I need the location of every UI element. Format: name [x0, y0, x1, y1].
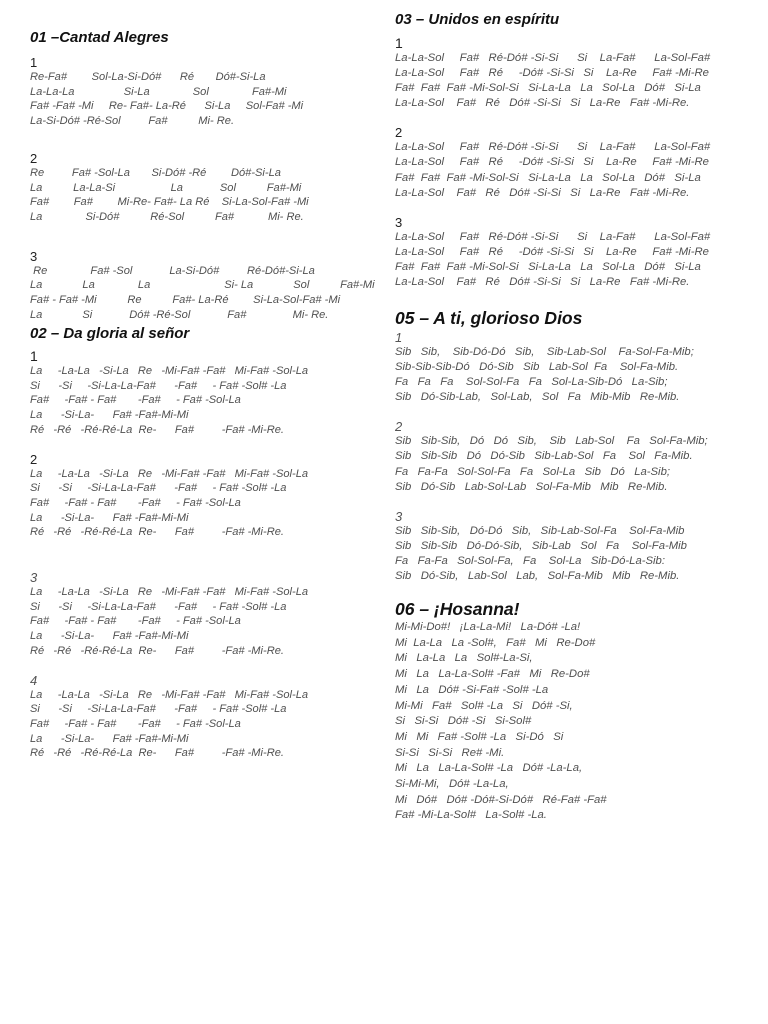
verse-3	[30, 248, 375, 323]
verse-number: 1	[395, 35, 403, 51]
song-title: 03 – Unidos en espíritu	[395, 11, 560, 28]
verse-line: Sib Dó-Sib, Lab-Sol Lab, Sol-Fa-Mib Mib Re-Mib.	[395, 570, 680, 583]
verse-line: Fa# -Fa# - Fa# -Fa# - Fa# -Sol-La	[30, 615, 241, 628]
verse-number: 2	[30, 150, 38, 166]
song-line: Fa# -Mi-La-Sol# La-Sol# -La.	[395, 809, 547, 822]
verse-line: Re Fa# -Sol La-Si-Dó# Ré-Dó#-Si-La	[30, 264, 315, 277]
verse-2	[395, 419, 755, 494]
verse-line: Fa# - Fa# -Mi Re Fa#- La-Ré Si-La-Sol-Fa# -Mi	[30, 294, 341, 307]
verse-line: Si -Si -Si-La-La-Fa# -Fa# - Fa# -Sol# -La	[30, 600, 287, 613]
verse-1	[395, 330, 755, 405]
song-line: Mi Mi Fa# -Sol# -La Si-Dó Si	[395, 730, 564, 743]
verse-line: Ré -Ré -Ré-Ré-La Re- Fa# -Fa# -Mi-Re.	[30, 526, 284, 539]
verse-line: Sib Sib-Sib, Dó Dó Sib, Sib Lab-Sol Fa Sol-Fa-Mib;	[395, 435, 708, 448]
verse-number: 3	[30, 248, 38, 264]
verse-line: Fa# Fa# Fa# -Mi-Sol-Si Si-La-La La Sol-La Dó# Si-La	[395, 171, 701, 184]
verse-line: La Si Dó# -Ré-Sol Fa# Mi- Re.	[30, 308, 329, 321]
verse-line: Fa# -Fa# - Fa# -Fa# - Fa# -Sol-La	[30, 496, 241, 509]
verse-line: La -La-La -Si-La Re -Mi-Fa# -Fa# Mi-Fa# -Sol-La	[30, 365, 309, 377]
verse-line: La-La-Sol Fa# Ré -Dó# -Si-Si Si La-Re Fa# -Mi-Re	[395, 67, 709, 80]
verse-number: 1	[30, 55, 38, 70]
song-lines	[395, 620, 755, 824]
song-line: Mi La Dó# -Si-Fa# -Sol# -La	[395, 683, 549, 696]
verse-line: Fa Fa-Fa Sol-Sol-Fa, Fa Sol-La Sib-Dó-La-Sib:	[395, 554, 665, 567]
verse-line: Fa Fa-Fa Sol-Sol-Fa Fa Sol-La Sib Dó La-Sib;	[395, 465, 670, 478]
verse-line: La -Si-La- Fa# -Fa#-Mi-Mi	[30, 511, 189, 524]
verse-line: Ré -Ré -Ré-Ré-La Re- Fa# -Fa# -Mi-Re.	[30, 747, 284, 760]
song-line: Mi La-La La -Sol#, Fa# Mi Re-Do#	[395, 636, 596, 649]
song-06	[395, 599, 755, 824]
verse-line: La-La-Sol Fa# Ré -Dó# -Si-Si Si La-Re Fa# -Mi-Re	[395, 156, 709, 169]
verse-number: 3	[395, 214, 403, 230]
verse-2	[395, 125, 755, 200]
song-line: Mi-Mi Fa# Sol# -La Si Dó# -Si,	[395, 699, 573, 712]
song-title: 06 – ¡Hosanna!	[395, 599, 520, 619]
verse-line: La-La-Sol Fa# Ré -Dó# -Si-Si Si La-Re Fa# -Mi-Re	[395, 245, 709, 258]
verse-number: 1	[395, 330, 403, 345]
verse-number: 2	[395, 125, 403, 141]
song-line: Mi Dó# Dó# -Dó#-Si-Dó# Ré-Fa# -Fa#	[395, 793, 607, 806]
verse-line: Fa# -Fa# - Fa# -Fa# - Fa# -Sol-La	[30, 717, 241, 730]
verse-1	[395, 35, 755, 111]
verse-3	[395, 509, 755, 584]
verse-line: Fa Fa Fa Sol-Sol-Fa Fa Sol-La-Sib-Dó La-Sib;	[395, 376, 668, 389]
song-01	[30, 29, 375, 322]
verse-4	[30, 673, 370, 762]
verse-line: Fa# -Fa# - Fa# -Fa# - Fa# -Sol-La	[30, 394, 241, 407]
verse-line: La -La-La -Si-La Re -Mi-Fa# -Fa# Mi-Fa# -Sol-La	[30, 688, 309, 701]
verse-number: 1	[30, 348, 38, 364]
verse-1	[30, 55, 370, 129]
verse-line: Si -Si -Si-La-La-Fa# -Fa# - Fa# -Sol# -La	[30, 482, 287, 495]
verse-line: Ré -Ré -Ré-Ré-La Re- Fa# -Fa# -Mi-Re.	[30, 644, 284, 657]
verse-line: La La-La-Si La Sol Fa#-Mi	[30, 181, 302, 194]
verse-line: Sib-Sib-Sib-Dó Dó-Sib Sib Lab-Sol Fa Sol-Fa-Mib.	[395, 361, 679, 374]
verse-number: 2	[30, 451, 38, 467]
verse-number: 4	[30, 672, 38, 688]
verse-line: La-La-Sol Fa# Ré-Dó# -Si-Si Si La-Fa# La-Sol-Fa#	[395, 230, 711, 243]
verse-1	[30, 348, 370, 438]
verse-2	[30, 452, 370, 541]
song-line: Si-Si Si-Si Re# -Mi.	[395, 746, 505, 759]
verse-line: Re-Fa# Sol-La-Si-Dó# Ré Dó#-Si-La	[30, 71, 266, 83]
verse-3	[30, 570, 370, 659]
verse-number: 2	[395, 419, 403, 435]
song-title: 01 –Cantad Alegres	[30, 29, 169, 46]
verse-line: La-La-La Si-La Sol Fa#-Mi	[30, 85, 287, 98]
song-02	[30, 325, 370, 761]
song-03	[395, 11, 755, 290]
verse-line: La-La-Sol Fa# Ré Dó# -Si-Si Si La-Re Fa# -Mi-Re.	[395, 186, 690, 199]
verse-number: 3	[395, 508, 403, 524]
verse-line: La-Si-Dó# -Ré-Sol Fa# Mi- Re.	[30, 115, 235, 128]
verse-line: Fa# Fa# Fa# -Mi-Sol-Si Si-La-La La Sol-La Dó# Si-La	[395, 82, 701, 95]
song-line: Si-Mi-Mi, Dó# -La-La,	[395, 778, 509, 791]
song-line: Mi La La-La-Sol# -Fa# Mi Re-Do#	[395, 668, 590, 681]
verse-number: 3	[30, 570, 38, 586]
verse-line: Si -Si -Si-La-La-Fa# -Fa# - Fa# -Sol# -La	[30, 379, 287, 392]
verse-line: La-La-Sol Fa# Ré-Dó# -Si-Si Si La-Fa# La-Sol-Fa#	[395, 141, 711, 154]
verse-line: Sib Sib, Sib-Dó-Dó Sib, Sib-Lab-Sol Fa-Sol-Fa-Mib;	[395, 346, 694, 358]
verse-line: Fa# -Fa# -Mi Re- Fa#- La-Ré Si-La Sol-Fa# -Mi	[30, 100, 304, 113]
song-line: Mi La La-La-Sol# -La Dó# -La-La,	[395, 762, 583, 775]
verse-line: La -La-La -Si-La Re -Mi-Fa# -Fa# Mi-Fa# -Sol-La	[30, 467, 309, 480]
verse-line: Sib Sib-Sib Dó-Dó-Sib, Sib-Lab Sol Fa Sol-Fa-Mib	[395, 539, 687, 552]
verse-line: Fa# Fa# Fa# -Mi-Sol-Si Si-La-La La Sol-La Dó# Si-La	[395, 260, 701, 273]
verse-line: Sib Sib-Sib Dó Dó-Sib Sib-Lab-Sol Fa Sol Fa-Mib.	[395, 450, 693, 463]
verse-line: La-La-Sol Fa# Ré Dó# -Si-Si Si La-Re Fa# -Mi-Re.	[395, 97, 690, 110]
verse-line: La -Si-La- Fa# -Fa#-Mi-Mi	[30, 409, 189, 422]
verse-line: La-La-Sol Fa# Ré Dó# -Si-Si Si La-Re Fa# -Mi-Re.	[395, 276, 690, 289]
verse-3	[395, 215, 755, 290]
verse-line: La Si-Dó# Ré-Sol Fa# Mi- Re.	[30, 210, 304, 223]
song-line: Mi La-La La Sol#-La-Si,	[395, 652, 533, 665]
song-title: 02 – Da gloria al señor	[30, 325, 190, 342]
verse-line: Sib Dó-Sib-Lab, Sol-Lab, Sol Fa Mib-Mib Re-Mib.	[395, 391, 680, 404]
song-line: Mi-Mi-Do#! ¡La-La-Mi! La-Dó# -La!	[395, 621, 581, 633]
verse-line: Sib Sib-Sib, Dó-Dó Sib, Sib-Lab-Sol-Fa Sol-Fa-Mib	[395, 524, 685, 537]
song-title: 05 – A ti, glorioso Dios	[395, 308, 583, 328]
verse-line: Sib Dó-Sib Lab-Sol-Lab Sol-Fa-Mib Mib Re-Mib.	[395, 480, 668, 493]
song-05	[395, 308, 755, 584]
verse-line: La-La-Sol Fa# Ré-Dó# -Si-Si Si La-Fa# La-Sol-Fa#	[395, 52, 711, 64]
song-line: Si Si-Si Dó# -Si Si-Sol#	[395, 715, 532, 728]
verse-line: Fa# Fa# Mi-Re- Fa#- La Ré Si-La-Sol-Fa# -Mi	[30, 196, 309, 209]
verse-line: La -Si-La- Fa# -Fa#-Mi-Mi	[30, 630, 189, 643]
verse-line: Ré -Ré -Ré-Ré-La Re- Fa# -Fa# -Mi-Re.	[30, 423, 284, 436]
verse-line: Re Fa# -Sol-La Si-Dó# -Ré Dó#-Si-La	[30, 166, 281, 179]
verse-line: La La La Si- La Sol Fa#-Mi	[30, 279, 375, 292]
verse-2	[30, 151, 370, 225]
verse-line: La -Si-La- Fa# -Fa#-Mi-Mi	[30, 732, 189, 745]
verse-line: La -La-La -Si-La Re -Mi-Fa# -Fa# Mi-Fa# -Sol-La	[30, 586, 309, 599]
verse-line: Si -Si -Si-La-La-Fa# -Fa# - Fa# -Sol# -La	[30, 703, 287, 716]
